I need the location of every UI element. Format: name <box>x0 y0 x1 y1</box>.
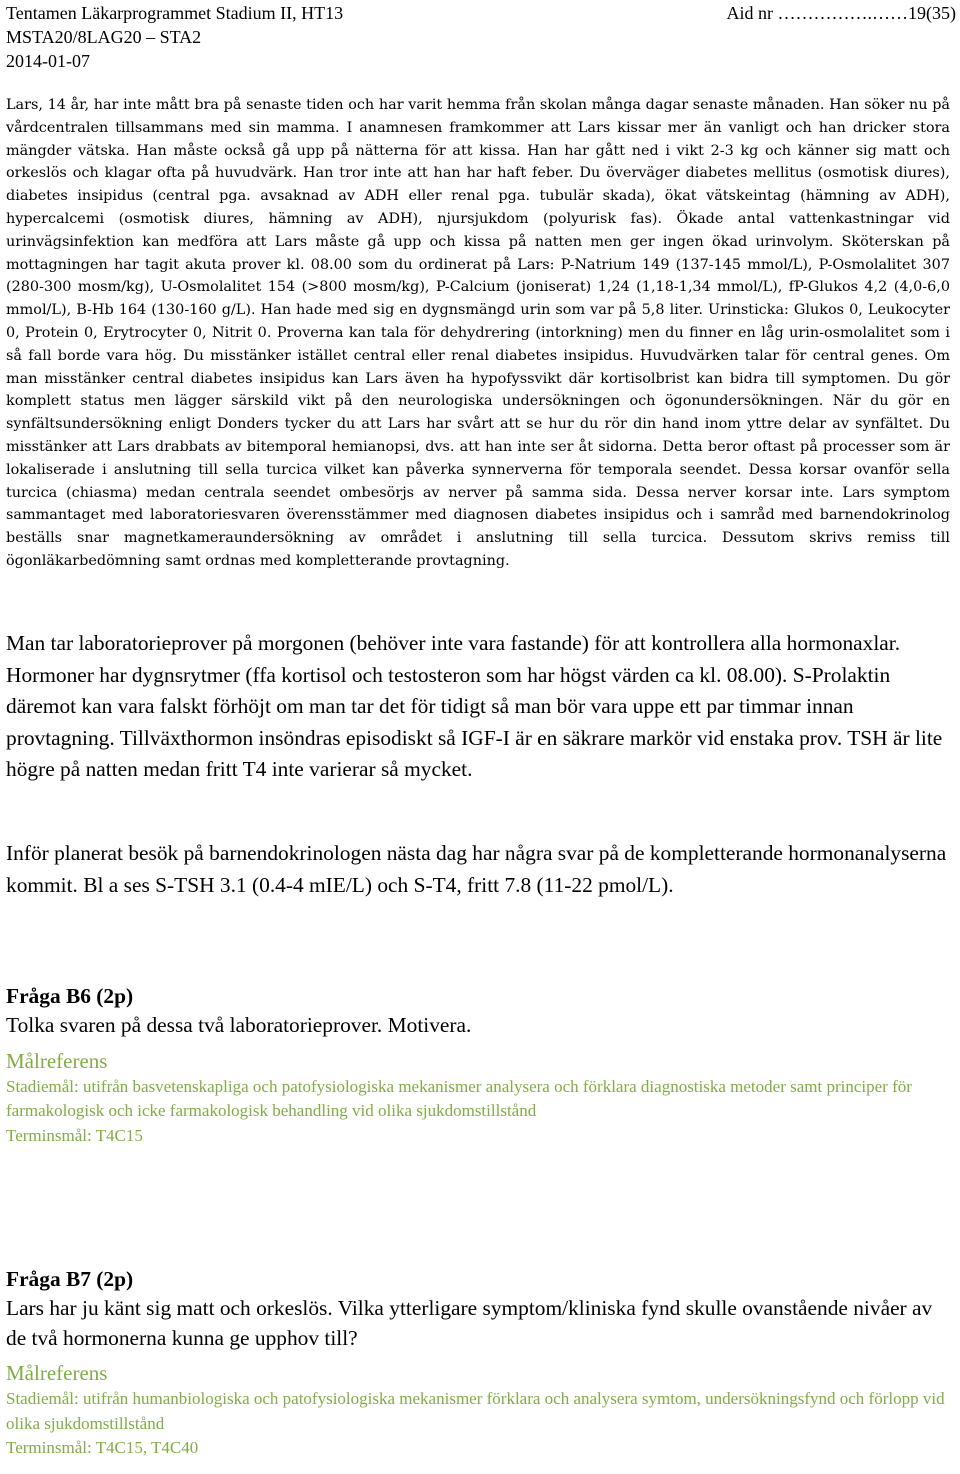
question-title: Fråga B7 (2p) <box>6 1267 134 1291</box>
exam-title: Tentamen Läkarprogrammet Stadium II, HT13 <box>6 3 344 23</box>
exam-date: 2014-01-07 <box>6 51 90 71</box>
question-text: Lars har ju känt sig matt och orkeslös. Vilka ytterligare symptom/kliniska fynd skulle ovanstående nivåer av de två hormonerna kunna ge upphov till? <box>6 1296 933 1350</box>
page-header <box>6 0 956 73</box>
question-b7 <box>6 1265 956 1461</box>
reference-heading: Målreferens <box>6 1361 108 1385</box>
course-code: MSTA20/8LAG20 – STA2 <box>6 27 202 47</box>
reference-term-goal: Terminsmål: T4C15, T4C40 <box>6 1438 199 1458</box>
reference-heading: Målreferens <box>6 1048 108 1073</box>
case-description: Lars, 14 år, har inte mått bra på senaste tiden och har varit hemma från skolan många dagar senaste månaden. Han söker nu på vårdcentralen tillsammans med sin mamma. I anamnesen framkommer att Lars kissar mer än vanligt och han dricker stora mängder vätska. Han måste också gå upp på nätterna för att kissa. Han har gått ned i vikt 2-3 kg och känner sig matt och orkeslös och klagar ofta på huvudvärk. Han tror inte att han har haft feber. Du överväger diabetes mellitus (osmotisk diures), diabetes insipidus (central pga. avsaknad av ADH eller renal pga. tubulär skada), ökat vätskeintag (hämning av ADH), hypercalcemi (osmotisk diures, hämning av ADH), njursjukdom (polyurisk fas). Ökade antal vattenkastningar vid urinvägsinfektion kan medföra att Lars måste gå upp och kissa på natten men ger ingen ökad urinvolym. Sköterskan på mottagningen har tagit akuta prover kl. 08.00 som du ordinerat på Lars: P-Natrium 149 (137-145 mmol/L), P-Osmolalitet 307 (280-300 mosm/kg), U-Osmolalitet 154 (>800 mosm/kg), P-Calcium (joniserat) 1,24 (1,18-1,34 mmol/L), fP-Glukos 4,2 (4,0-6,0 mmol/L), B-Hb 164 (130-160 g/L). Han hade med sig en dygnsmängd urin som var på 5,8 liter. Urinsticka: Glukos 0, Leukocyter 0, Protein 0, Erytrocyter 0, Nitrit 0. Proverna kan tala för dehydrering (intorkning) men du finner en låg urin-osmolalitet som i så fall borde vara hög. Du misstänker istället central eller renal diabetes insipidus. Huvudvärken talar för central genes. Om man misstänker central diabetes insipidus kan Lars även ha hypofyssvikt där kortisolbrist kan bidra till symptomen. Du gör komplett status men lägger särskild vikt på den neurologiska undersökningen och ögonundersökningen. När du gör en synfältsundersökning enligt Donders tycker du att Lars har svårt att se hur du rör din hand inom yttre delar av synfältet. Du misstänker att Lars drabbats av bitemporal hemianopsi, dvs. att han inte ser åt sidorna. Detta beror oftast på processer som är lokaliserade i anslutning till sella turcica vilket kan påverka synnerverna för temporala seendet. Dessa korsar ovanför sella turcica (chiasma) medan centrala seendet ombesörjs av nerver på samma sida. Dessa nerver korsar inte. Lars symptom sammantaget med laboratoriesvaren överensstämmer med diagnosen diabetes insipidus och i samråd med barnendokrinolog beställs snar magnetkameraundersökning av området i anslutning till sella turcica. Dessutom skrivs remiss till ögonläkarbedömning samt ordnas med kompletterande provtagning. <box>6 97 950 569</box>
lab-sampling-note: Man tar laboratorieprover på morgonen (behöver inte vara fastande) för att kontrollera alla hormonaxlar. Hormoner har dygnsrytmer (ffa kortisol och testosteron som har högst värden ca kl. 08.00). S-Prolaktin däremot kan vara falskt förhöjt om man tar det för tidigt så man bör vara uppe ett par timmar innan provtagning. Tillväxthormon insöndras episodiskt så IGF-I är en säkrare markör vid enstaka prov. TSH är lite högre på natten medan fritt T4 inte varierar så mycket. <box>6 631 943 782</box>
aid-number: Aid nr …………….……19(35) <box>726 3 956 23</box>
lab-results-note: Inför planerat besök på barnendokrinologen nästa dag har några svar på de kompletterande hormonanalyserna kommit. Bl a ses S-TSH 3.1 (0.4-4 mIE/L) och S-T4, fritt 7.8 (11-22 pmol/L). <box>6 841 947 897</box>
reference-stage-goal: Stadiemål: utifrån humanbiologiska och patofysiologiska mekanismer förklara och analysera symtom, undersökningsfynd och förlopp vid olika sjukdomstillstånd <box>6 1389 945 1433</box>
exam-page <box>6 0 956 1458</box>
question-b6 <box>6 982 956 1148</box>
question-text: Tolka svaren på dessa två laboratorieprover. Motivera. <box>6 1013 472 1037</box>
question-title: Fråga B6 (2p) <box>6 984 134 1008</box>
reference-stage-goal: Stadiemål: utifrån basvetenskapliga och patofysiologiska mekanismer analysera och förklara diagnostiska metoder samt principer för farmakologisk och icke farmakologisk behandling vid olika sjukdomstillstånd <box>6 1076 912 1121</box>
reference-term-goal: Terminsmål: T4C15 <box>6 1125 143 1145</box>
